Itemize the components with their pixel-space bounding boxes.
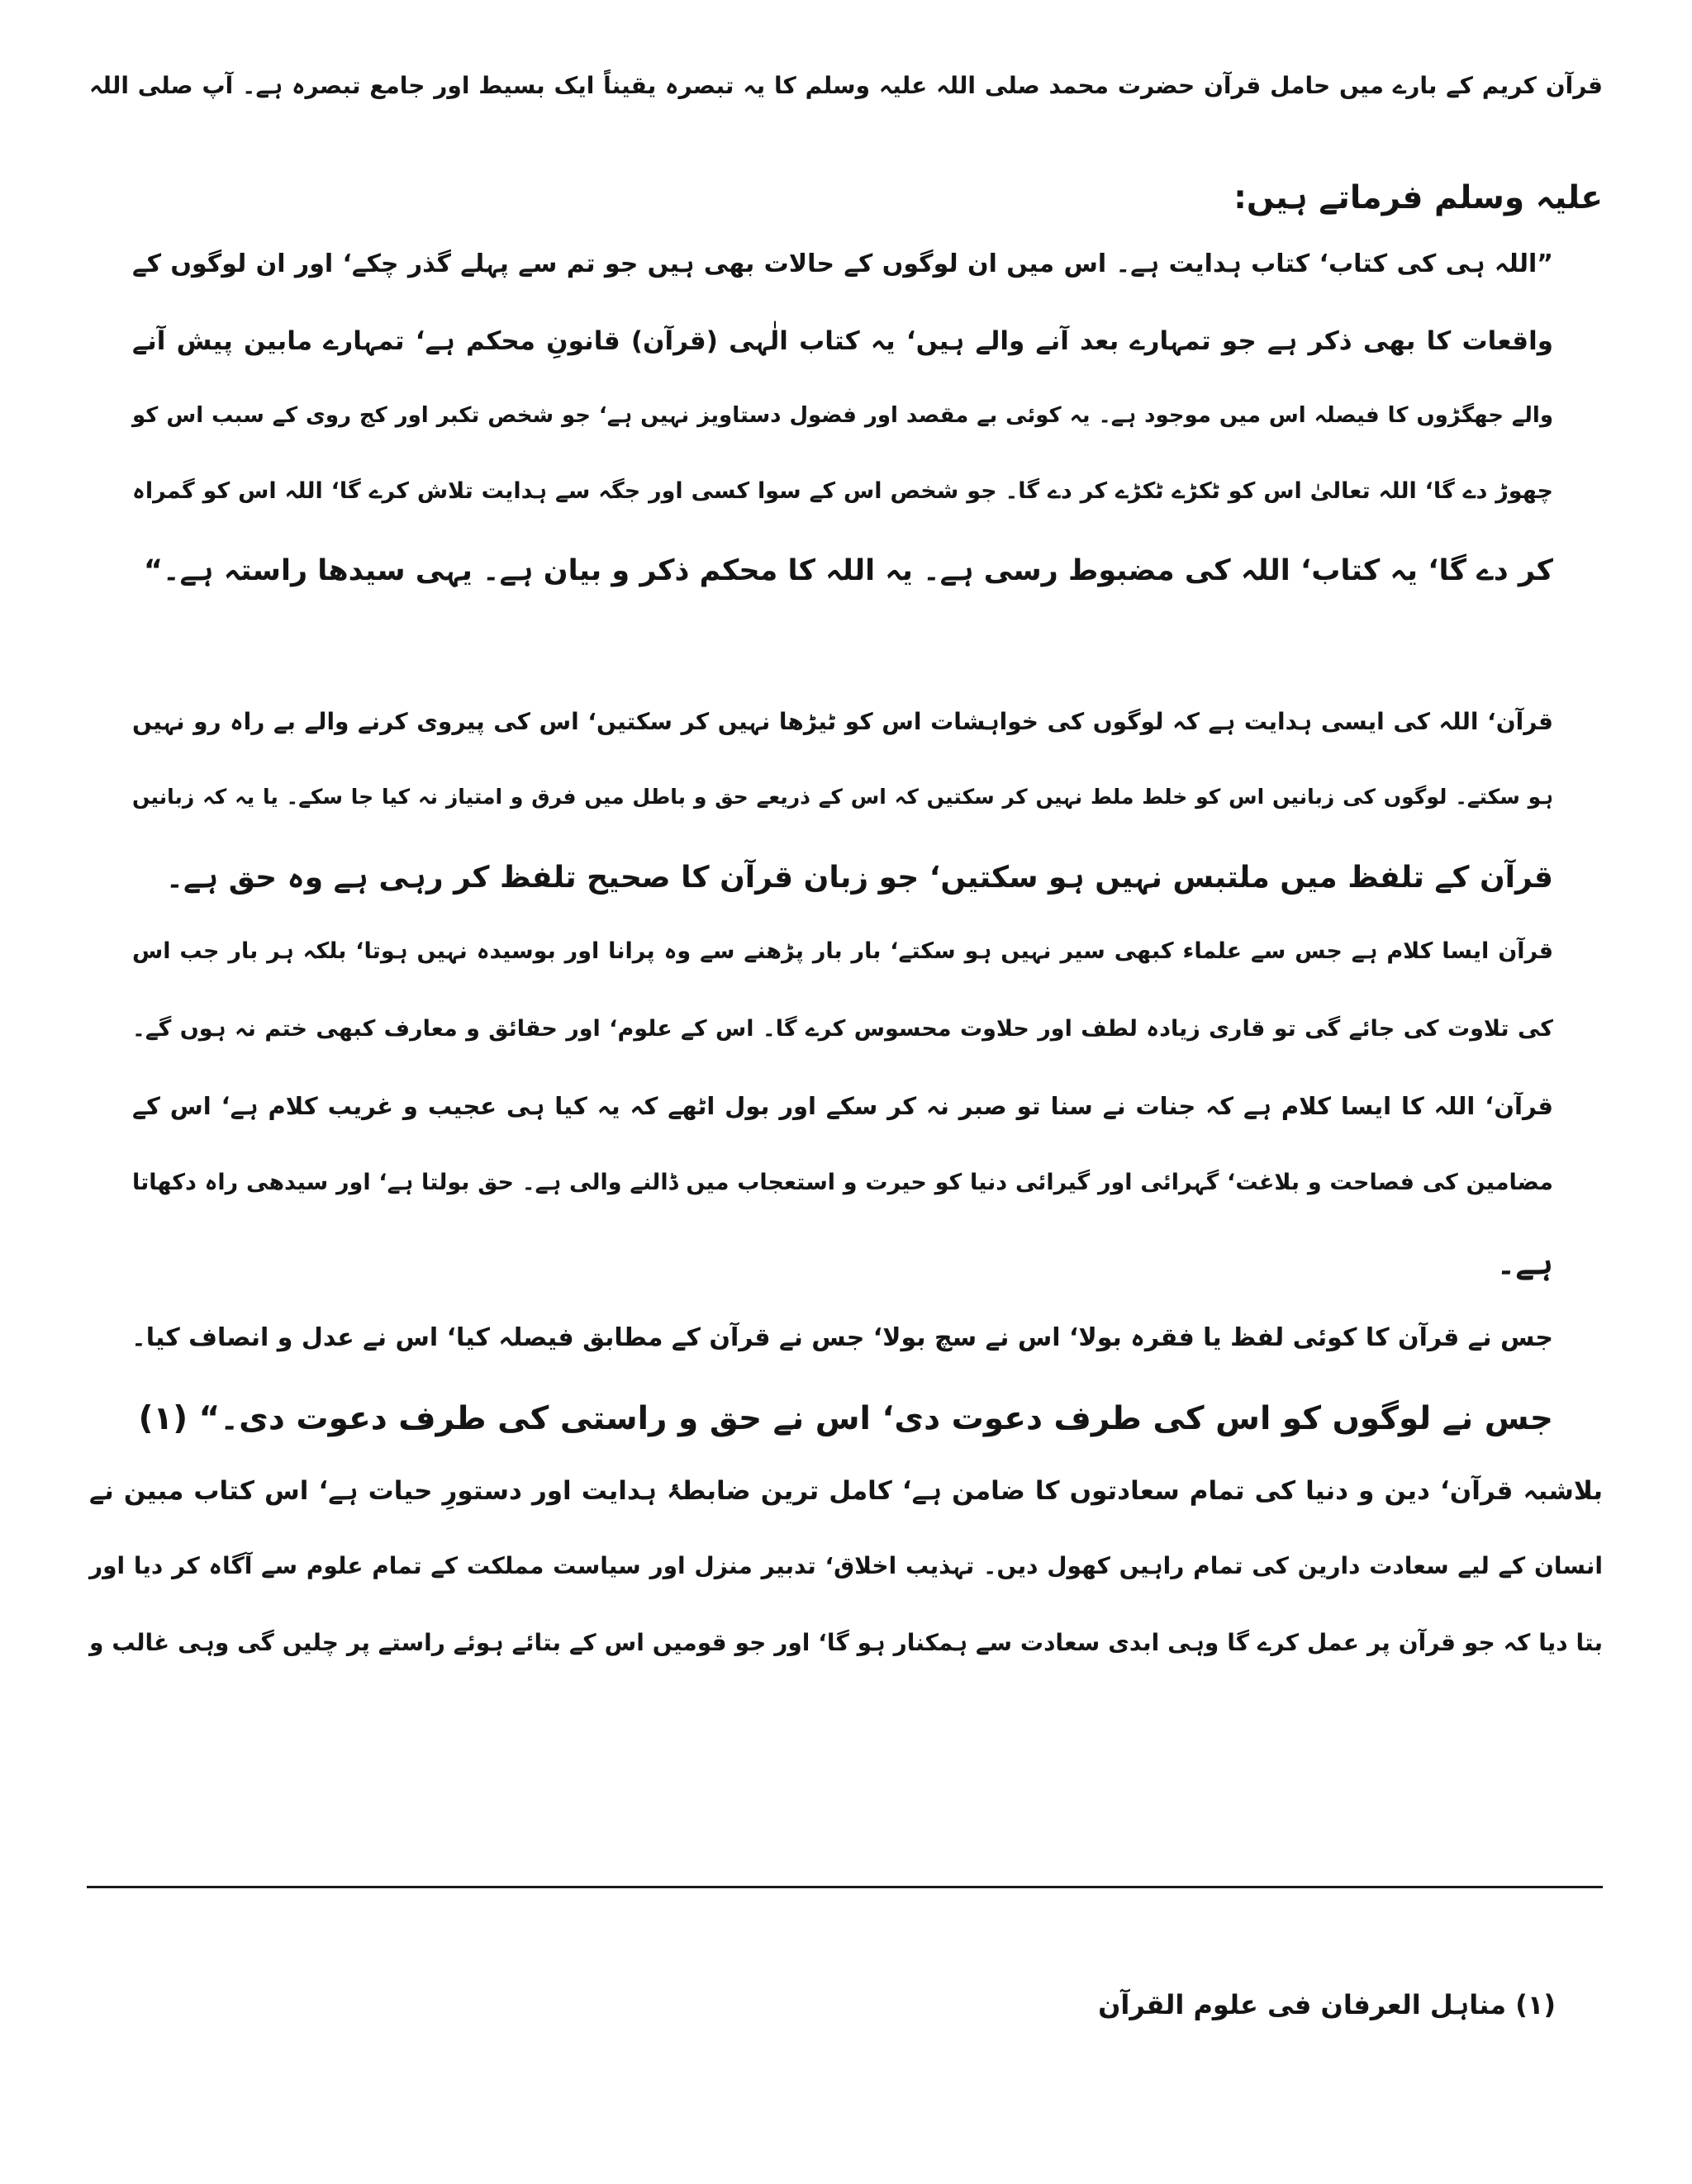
body-line: انسان کے لیے سعادت دارین کی تمام راہیں کھول دیں۔ تہذیب اخلاق‘ تدبیر منزل اور سیاست مملکت کے تمام علوم سے آگاہ کر دیا اور <box>89 1552 1603 1579</box>
body-line: قرآن کریم کے بارے میں حامل قرآن حضرت محمد صلی اللہ علیہ وسلم کا یہ تبصرہ یقیناً ایک بسیط اور جامع تبصرہ ہے۔ آپ صلی اللہ <box>89 72 1603 99</box>
quote-line: ”اللہ ہی کی کتاب‘ کتاب ہدایت ہے۔ اس میں ان لوگوں کے حالات بھی ہیں جو تم سے پہلے گذر چکے‘ اور ان لوگوں کے <box>132 249 1553 278</box>
quote-line: چھوڑ دے گا‘ اللہ تعالیٰ اس کو ٹکڑے ٹکڑے کر دے گا۔ جو شخص اس کے سوا کسی اور جگہ سے ہدایت تلاش کرے گا‘ اللہ اس کو گمراہ <box>132 478 1553 504</box>
quote-line: قرآن کے تلفظ میں ملتبس نہیں ہو سکتیں‘ جو زبان قرآن کا صحیح تلفظ کر رہی ہے وہ حق ہے۔ <box>165 861 1553 895</box>
quote-line: قرآن‘ اللہ کا ایسا کلام ہے کہ جنات نے سنا تو صبر نہ کر سکے اور بول اٹھے کہ یہ کیا ہی عجیب و غریب کلام ہے‘ اس کے <box>132 1092 1553 1120</box>
quote-line: ہے۔ <box>1496 1245 1553 1282</box>
quote-line: کر دے گا‘ یہ کتاب‘ اللہ کی مضبوط رسی ہے۔ یہ اللہ کا محکم ذکر و بیان ہے۔ یہی سیدھا راستہ ہے۔“ <box>144 554 1553 587</box>
quote-line: قرآن‘ اللہ کی ایسی ہدایت ہے کہ لوگوں کی خواہشات اس کو ٹیڑھا نہیں کر سکتیں‘ اس کی پیروی کرنے والے بے راہ رو نہیں <box>132 708 1553 735</box>
footnote-rule <box>87 1886 1603 1888</box>
quote-line: قرآن ایسا کلام ہے جس سے علماء کبھی سیر نہیں ہو سکتے‘ بار بار پڑھنے سے وہ پرانا اور بوسیدہ نہیں ہوتا‘ بلکہ ہر بار جب اس <box>132 938 1553 964</box>
body-line: بلاشبہ قرآن‘ دین و دنیا کی تمام سعادتوں کا ضامن ہے‘ کامل ترین ضابطۂ ہدایت اور دستورِ حیات ہے‘ اس کتاب مبین نے <box>89 1476 1603 1506</box>
quote-line: کی تلاوت کی جائے گی تو قاری زیادہ لطف اور حلاوت محسوس کرے گا۔ اس کے علوم‘ اور حقائق و معارف کبھی ختم نہ ہوں گے۔ <box>132 1016 1553 1042</box>
quote-line: واقعات کا بھی ذکر ہے جو تمہارے بعد آنے والے ہیں‘ یہ کتاب الٰہی (قرآن) قانونِ محکم ہے‘ تمہارے مابین پیش آنے <box>132 326 1553 356</box>
quote-line: جس نے قرآن کا کوئی لفظ یا فقرہ بولا‘ اس نے سچ بولا‘ جس نے قرآن کے مطابق فیصلہ کیا‘ اس نے عدل و انصاف کیا۔ <box>131 1323 1553 1352</box>
body-line: علیہ وسلم فرماتے ہیں: <box>1233 179 1603 216</box>
body-line: بتا دیا کہ جو قرآن پر عمل کرے گا وہی ابدی سعادت سے ہمکنار ہو گا‘ اور جو قومیں اس کے بتائے ہوئے راستے پر چلیں گی وہی غالب و <box>89 1629 1603 1656</box>
quote-line: ہو سکتے۔ لوگوں کی زبانیں اس کو خلط ملط نہیں کر سکتیں کہ اس کے ذریعے حق و باطل میں فرق و امتیاز نہ کیا جا سکے۔ یا یہ کہ زبانیں <box>132 785 1553 809</box>
quote-line: والے جھگڑوں کا فیصلہ اس میں موجود ہے۔ یہ کوئی بے مقصد اور فضول دستاویز نہیں ہے‘ جو شخص تکبر اور کج روی کے سبب اس کو <box>132 403 1553 428</box>
quote-line: مضامین کی فصاحت و بلاغت‘ گہرائی اور گیرائی دنیا کو حیرت و استعجاب میں ڈالنے والی ہے۔ حق بولتا ہے‘ اور سیدھی راہ دکھاتا <box>132 1170 1553 1195</box>
quote-line: جس نے لوگوں کو اس کی طرف دعوت دی‘ اس نے حق و راستی کی طرف دعوت دی۔“ (۱) <box>138 1400 1553 1437</box>
footnote: (۱) مناہل العرفان فی علوم القرآن <box>1098 1989 1556 2020</box>
